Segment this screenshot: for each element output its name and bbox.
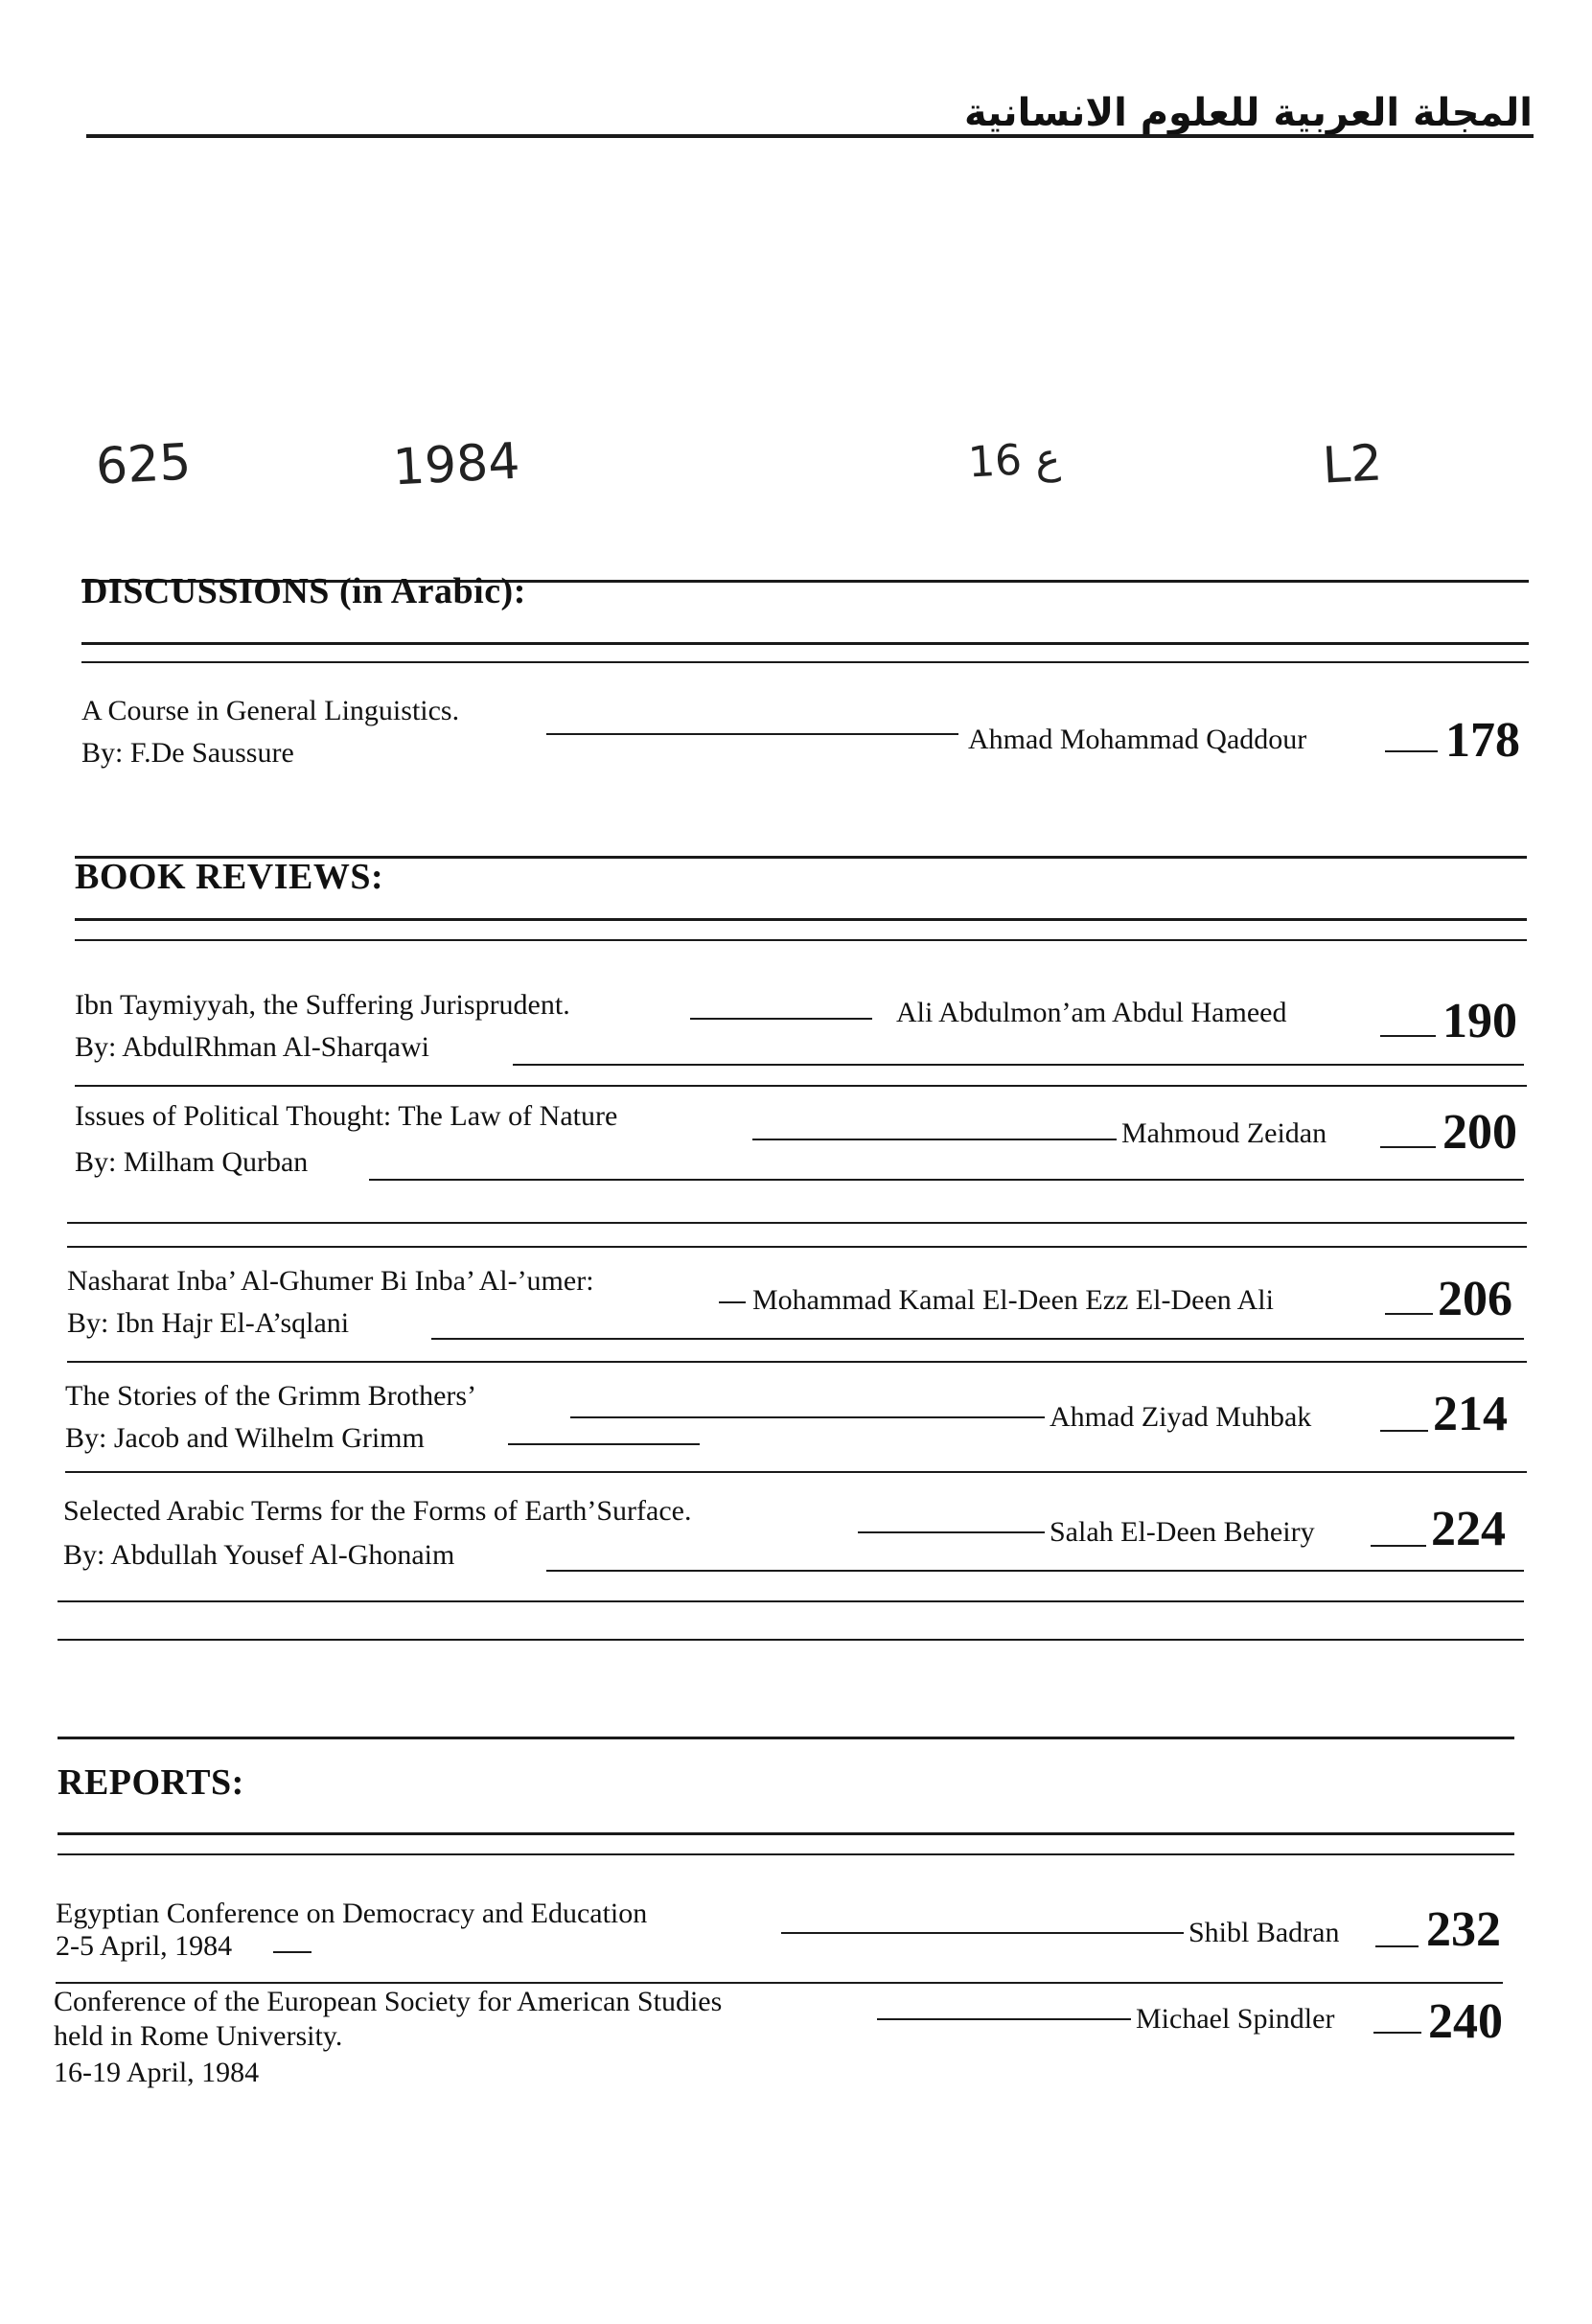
section-rule <box>58 1737 1514 1739</box>
entry-author: Shibl Badran <box>1188 1917 1340 1948</box>
leader-line <box>1371 1545 1426 1547</box>
entry-byline: 2-5 April, 1984 <box>56 1930 233 1962</box>
section-heading-reports: REPORTS: <box>58 1762 244 1803</box>
entry-separator <box>56 1982 1503 1984</box>
leader-line <box>719 1301 746 1303</box>
handwritten-note-year: 1984 <box>391 432 521 497</box>
entry-author: Ahmad Ziyad Muhbak <box>1050 1401 1312 1433</box>
section-rule <box>75 939 1527 941</box>
entry-separator <box>67 1246 1527 1248</box>
handwritten-note-call-number: 625 <box>94 433 193 496</box>
entry-author: Ali Abdulmon’am Abdul Hameed <box>896 997 1287 1028</box>
entry-separator <box>67 1222 1527 1224</box>
journal-masthead: المجلة العربية للعلوم الانسانية <box>963 91 1533 135</box>
entry-separator <box>58 1639 1524 1641</box>
leader-line <box>546 733 958 735</box>
leader-line <box>752 1139 1117 1140</box>
leader-line <box>858 1531 1045 1533</box>
toc-entry <box>0 1495 1592 1610</box>
entry-byline: By: AbdulRhman Al-Sharqawi <box>75 1031 429 1063</box>
section-heading-book-reviews: BOOK REVIEWS: <box>75 857 384 897</box>
section-rule <box>81 661 1529 663</box>
leader-line <box>369 1179 1524 1181</box>
entry-title: The Stories of the Grimm Brothers’ <box>65 1380 477 1412</box>
section-rule <box>75 918 1527 921</box>
page-number: 232 <box>1426 1902 1501 1957</box>
page-number: 240 <box>1428 1994 1503 2049</box>
section-heading-discussions: DISCUSSIONS (in Arabic): <box>81 571 526 611</box>
leader-line <box>273 1951 311 1953</box>
toc-entry <box>0 1380 1592 1495</box>
page-number: 224 <box>1431 1502 1506 1556</box>
masthead-rule <box>86 134 1534 138</box>
entry-title: Nasharat Inba’ Al-Ghumer Bi Inba’ Al-’umer: <box>67 1265 594 1297</box>
leader-line <box>1380 1430 1428 1432</box>
leader-line <box>508 1443 700 1445</box>
entry-author: Michael Spindler <box>1136 2003 1335 2035</box>
entry-title: Ibn Taymiyyah, the Suffering Jurisprudent. <box>75 989 570 1021</box>
leader-line <box>1375 1945 1419 1947</box>
entry-separator <box>75 1085 1527 1087</box>
leader-line <box>1380 1146 1436 1148</box>
entry-title: Issues of Political Thought: The Law of Nature <box>75 1100 618 1132</box>
entry-title: A Course in General Linguistics. <box>81 695 460 726</box>
leader-line <box>1380 1035 1436 1037</box>
entry-author: Mohammad Kamal El-Deen Ezz El-Deen Ali <box>752 1284 1274 1316</box>
leader-line <box>546 1570 1524 1572</box>
leader-line <box>781 1932 1184 1934</box>
entry-dates: 16-19 April, 1984 <box>54 2057 260 2088</box>
leader-line <box>570 1416 1045 1418</box>
leader-line <box>513 1064 1524 1066</box>
leader-line <box>431 1338 1524 1340</box>
page-number: 178 <box>1445 713 1520 768</box>
entry-separator <box>65 1471 1527 1473</box>
handwritten-note-issue: ع 16 <box>966 433 1062 488</box>
handwritten-note-shelf: L2 <box>1321 434 1384 495</box>
entry-title: Selected Arabic Terms for the Forms of Earth’Surface. <box>63 1495 692 1527</box>
entry-separator <box>58 1600 1524 1602</box>
entry-byline: By: Milham Qurban <box>75 1146 309 1178</box>
entry-author: Salah El-Deen Beheiry <box>1050 1516 1315 1548</box>
section-rule <box>58 1832 1514 1835</box>
entry-byline: By: Abdullah Yousef Al-Ghonaim <box>63 1539 455 1571</box>
leader-line <box>1385 750 1438 752</box>
page-number: 200 <box>1442 1105 1517 1160</box>
toc-entry <box>0 1100 1592 1215</box>
entry-title: Conference of the European Society for American Studies <box>54 1986 723 2017</box>
entry-byline: held in Rome University. <box>54 2020 343 2052</box>
toc-entry <box>0 1986 1592 2110</box>
section-rule <box>58 1853 1514 1855</box>
entry-separator <box>67 1361 1527 1363</box>
entry-byline: By: Ibn Hajr El-A’sqlani <box>67 1307 350 1339</box>
leader-line <box>877 2018 1131 2020</box>
entry-author: Ahmad Mohammad Qaddour <box>968 724 1307 755</box>
entry-byline: By: Jacob and Wilhelm Grimm <box>65 1422 425 1454</box>
toc-entry <box>0 1265 1592 1380</box>
entry-author: Mahmoud Zeidan <box>1121 1117 1327 1149</box>
entry-title: Egyptian Conference on Democracy and Education <box>56 1898 648 1929</box>
page-number: 206 <box>1438 1272 1512 1326</box>
leader-line <box>1385 1313 1433 1315</box>
section-rule <box>81 642 1529 645</box>
entry-byline: By: F.De Saussure <box>81 737 294 769</box>
page-number: 214 <box>1433 1387 1508 1441</box>
toc-entry <box>0 695 1592 810</box>
page-number: 190 <box>1442 994 1517 1048</box>
toc-entry <box>0 989 1592 1104</box>
leader-line <box>1373 2032 1421 2034</box>
leader-line <box>690 1018 872 1020</box>
